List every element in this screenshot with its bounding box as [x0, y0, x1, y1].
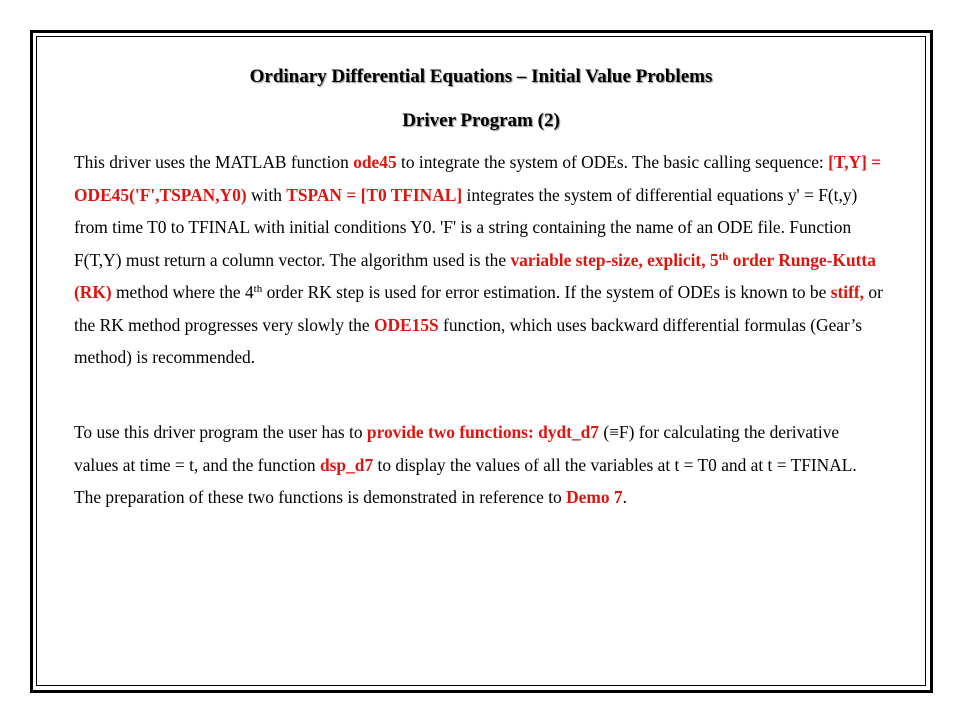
- text-run: This driver uses the MATLAB function: [74, 152, 354, 172]
- stiff-keyword: stiff,: [830, 282, 865, 302]
- ode15s-keyword: ODE15S: [373, 314, 439, 335]
- text-run: with: [246, 184, 287, 205]
- tspan-definition: TSPAN = [T0 TFINAL]: [286, 184, 463, 205]
- provide-functions-keyword: provide two functions: dydt_d7: [366, 422, 599, 442]
- text-run: To use this driver program the user has to: [74, 422, 367, 442]
- paragraph-usage: [74, 416, 886, 514]
- slide-subtitle: Driver Program (2): [402, 110, 560, 131]
- ode45-keyword: ode45: [353, 152, 397, 172]
- calling-sequence: [T,Y] = ODE45('F',TSPAN,Y0): [74, 152, 882, 205]
- algorithm-part-b: order Runge-Kutta (RK): [74, 249, 876, 302]
- superscript-th: th: [718, 250, 729, 263]
- text-run: (≡F) for calculating the derivative values at time = t, and the function: [74, 422, 840, 475]
- text-run: order RK step is used for error estimation. If the system of ODEs is known to be: [262, 282, 831, 302]
- algorithm-part-a: variable step-size, explicit, 5: [510, 249, 719, 270]
- paragraph-ode45: [74, 146, 886, 374]
- text-run: or the RK method progresses very slowly the: [74, 282, 883, 335]
- slide-title: Ordinary Differential Equations – Initial Value Problems: [249, 66, 713, 87]
- text-run: to integrate the system of ODEs. The basic calling sequence:: [396, 152, 829, 172]
- dsp-function-keyword: dsp_d7: [319, 454, 374, 475]
- text-run: integrates the system of differential equations y' = F(t,y) from time T0 to TFINAL with initial conditions Y0. 'F' is a string containing the name of an ODE file. Function F(T,Y) must return a column vector. The algorithm used is the: [74, 184, 858, 270]
- text-run: .: [622, 487, 627, 507]
- text-run: to display the values of all the variables at t = T0 and at t = TFINAL. The preparation of these two functions is demonstrated in reference to: [74, 454, 857, 507]
- text-run: function, which uses backward differential formulas (Gear’s method) is recommended.: [74, 314, 863, 367]
- superscript-th: th: [253, 283, 263, 295]
- text-run: method where the 4: [111, 282, 254, 302]
- demo-reference: Demo 7: [566, 487, 623, 507]
